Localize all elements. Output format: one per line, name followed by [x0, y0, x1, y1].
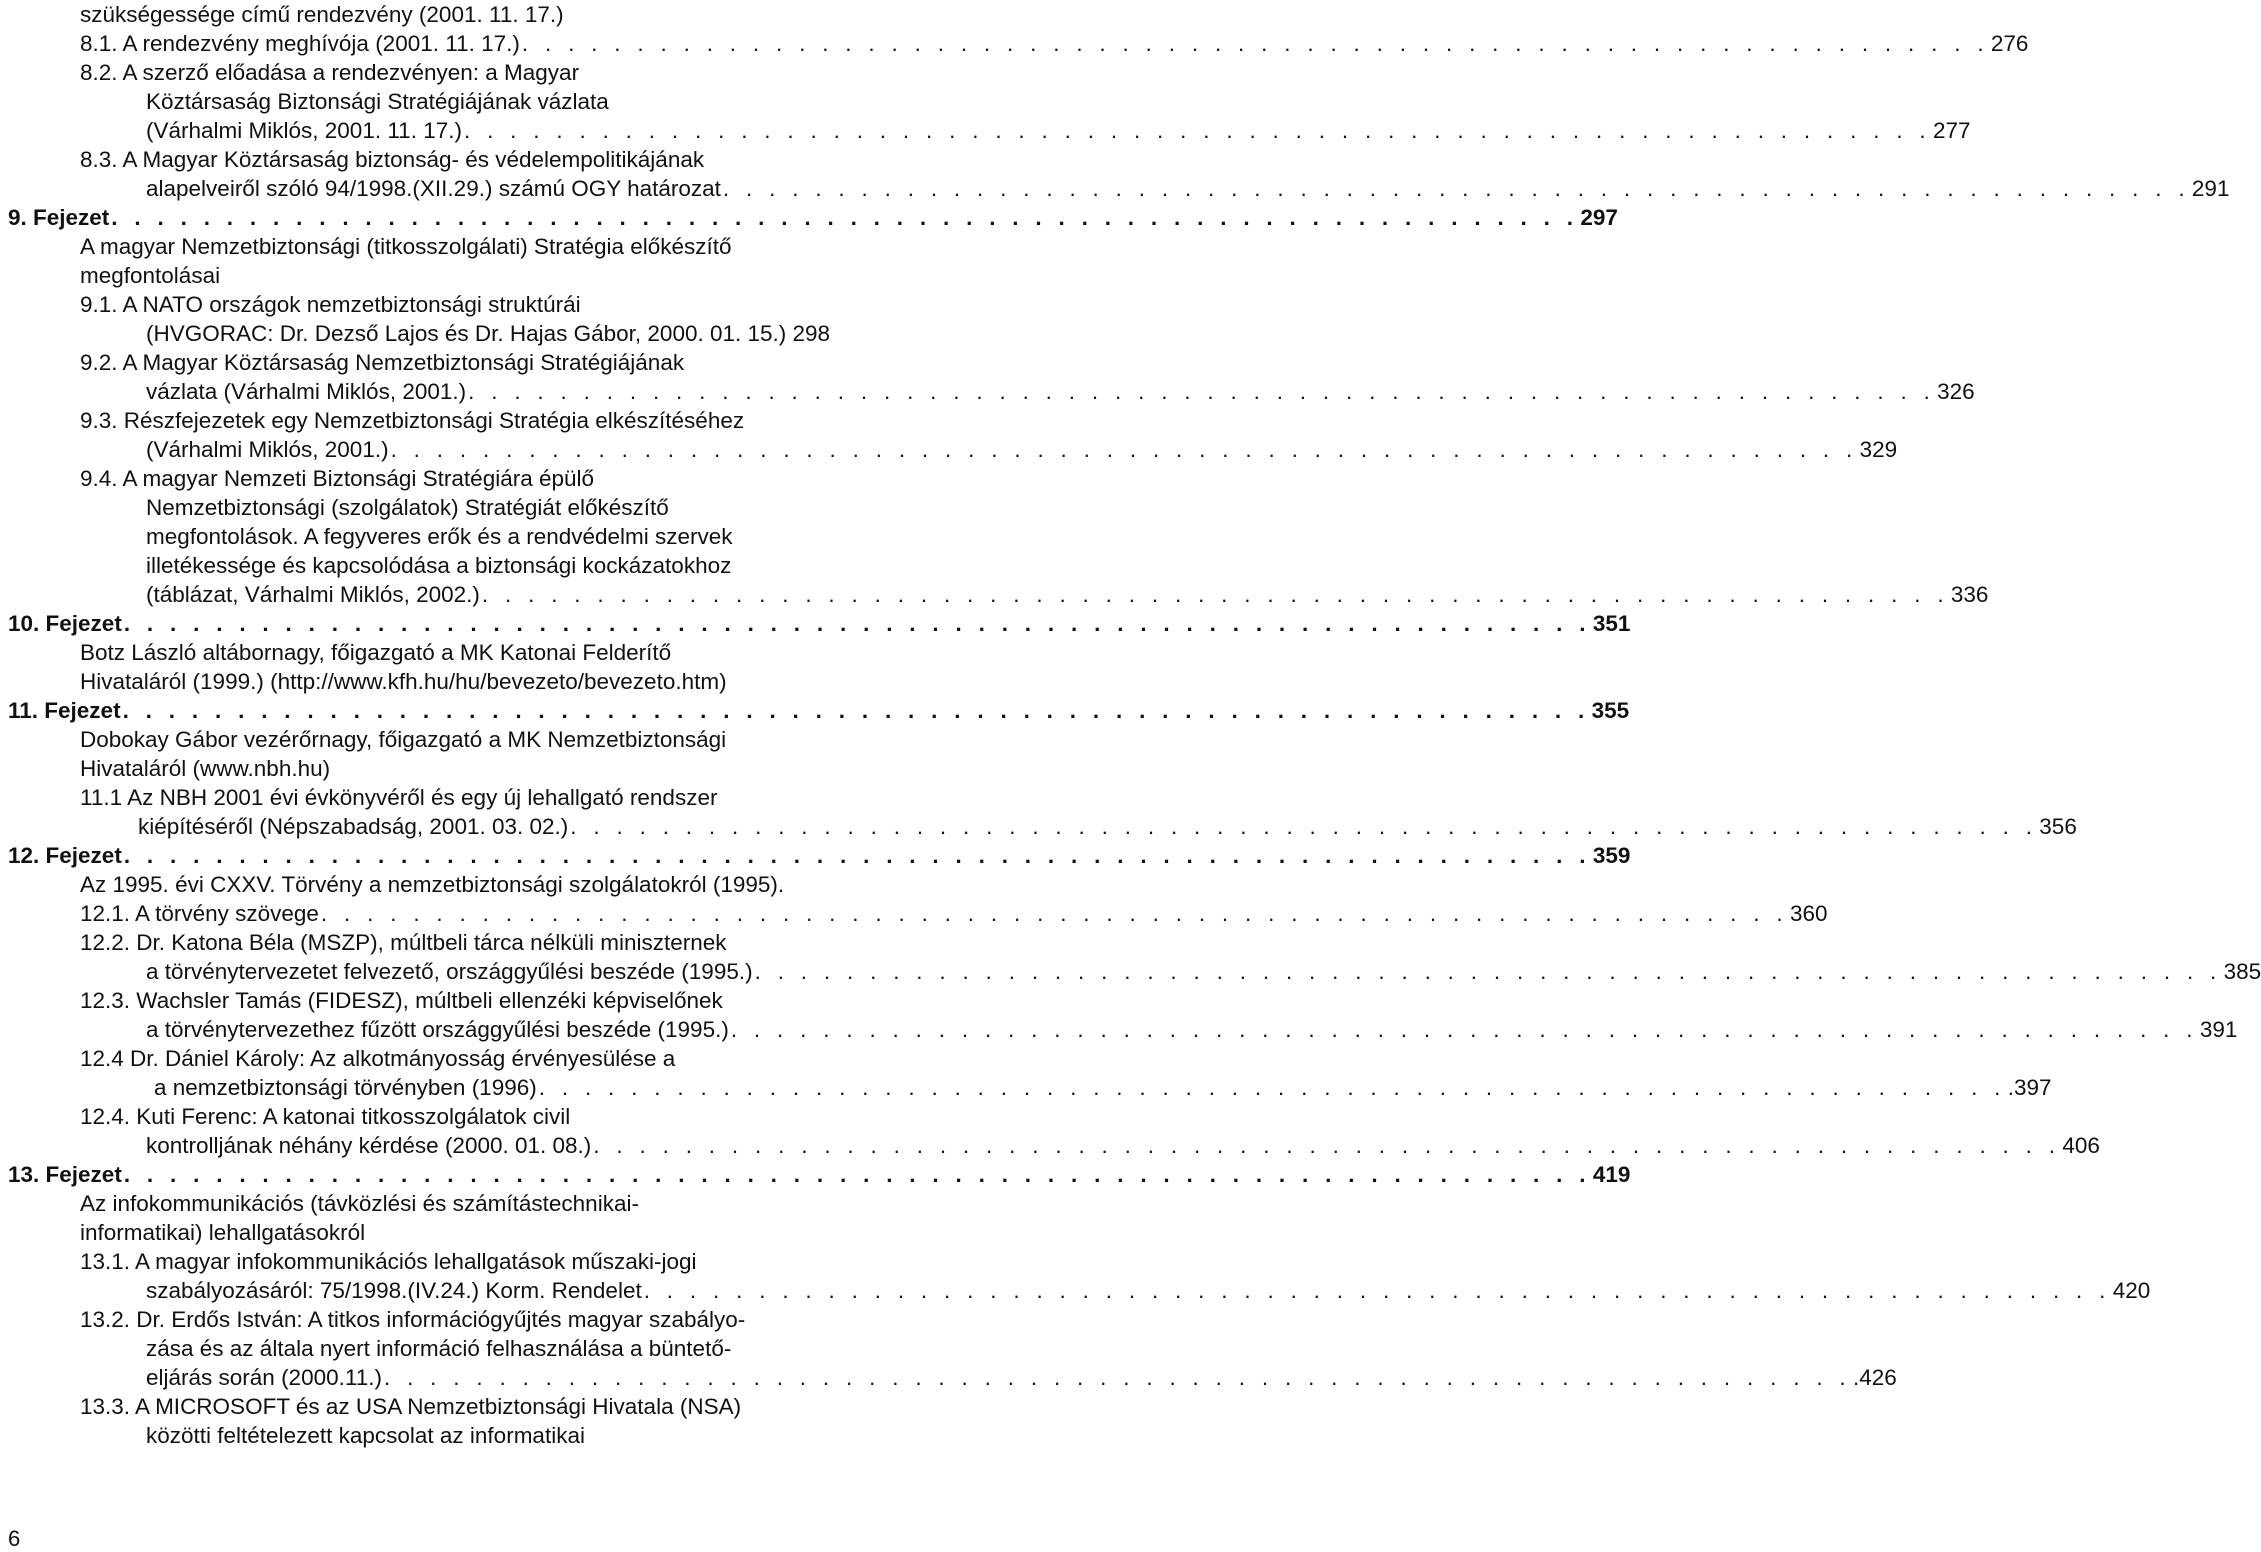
toc-line: 9.1. A NATO országok nemzetbiztonsági struktúrái	[80, 292, 581, 317]
toc-line: 13.2. Dr. Erdős István: A titkos információgyűjtés magyar szabályo-	[80, 1307, 746, 1332]
dot-leader: . . . . . . . . . . . . . . . . . . . . . . . . . . . . . . . . . . . . . . . . . . . . . . . . . . . . . . . . . . . . . . . .	[123, 1162, 1591, 1187]
toc-line: 12.3. Wachsler Tamás (FIDESZ), múltbeli ellenzéki képviselőnek	[80, 988, 723, 1013]
toc-entry-title: kontrolljának néhány kérdése (2000. 01. 08.)	[146, 1133, 592, 1158]
dot-leader: . . . . . . . . . . . . . . . . . . . . . . . . . . . . . . . . . . . . . . . . . . . . . . . . . . . . . . . . . . . . . . . .	[643, 1278, 2111, 1303]
toc-entry[interactable]	[146, 1131, 2100, 1160]
toc-entry[interactable]	[146, 1276, 2151, 1305]
toc-line: 12.4. Kuti Ferenc: A katonai titkosszolgálatok civil	[80, 1104, 571, 1129]
dot-leader: . . . . . . . . . . . . . . . . . . . . . . . . . . . . . . . . . . . . . . . . . . . . . . . . . . . . . . . . . . . . . . . .	[320, 901, 1788, 926]
toc-entry-page: 406	[2062, 1133, 2100, 1158]
toc-entry[interactable]	[138, 812, 2077, 841]
toc-entry-page: 329	[1859, 437, 1898, 462]
toc-entry-title: 8.1. A rendezvény meghívója (2001. 11. 17.)	[80, 31, 520, 56]
chapter-title: 10. Fejezet	[8, 611, 122, 636]
chapter-title: 11. Fejezet	[8, 698, 121, 723]
toc-entry-page: 420	[2112, 1278, 2151, 1303]
page-number: 6	[8, 1526, 21, 1551]
toc-entry-title: vázlata (Várhalmi Miklós, 2001.)	[146, 379, 467, 404]
toc-entry-page: 356	[2039, 814, 2077, 839]
toc-line: 12.2. Dr. Katona Béla (MSZP), múltbeli tárca nélküli miniszternek	[80, 930, 727, 955]
toc-entry-title: alapelveiről szóló 94/1998.(XII.29.) számú OGY határozat	[146, 176, 721, 201]
toc-entry-page: 336	[1950, 582, 1989, 607]
chapter-subtitle: Dobokay Gábor vezérőrnagy, főigazgató a MK Nemzetbiztonsági	[80, 727, 727, 752]
chapter-subtitle: Hivataláról (www.nbh.hu)	[80, 756, 331, 781]
toc-entry-title: a törvénytervezetet felvezető, országgyűlési beszéde (1995.)	[146, 959, 753, 984]
toc-entry-title: (Várhalmi Miklós, 2001.)	[146, 437, 389, 462]
toc-line: megfontolások. A fegyveres erők és a rendvédelmi szervek	[146, 524, 733, 549]
chapter-heading[interactable]	[8, 203, 1618, 232]
chapter-page: 419	[1592, 1162, 1631, 1187]
toc-line: 13.1. A magyar infokommunikációs lehallgatások műszaki-jogi	[80, 1249, 697, 1274]
dot-leader: . . . . . . . . . . . . . . . . . . . . . . . . . . . . . . . . . . . . . . . . . . . . . . . . . . . . . . . . . . . . . . . .	[123, 611, 1591, 636]
toc-line: zása és az általa nyert információ felhasználása a büntető-	[146, 1336, 732, 1361]
toc-entry-title: kiépítéséről (Népszabadság, 2001. 03. 02.)	[138, 814, 569, 839]
chapter-page: 359	[1592, 843, 1631, 868]
toc-entry[interactable]	[146, 1015, 2238, 1044]
chapter-subtitle: Botz László altábornagy, főigazgató a MK Katonai Felderítő	[80, 640, 672, 665]
chapter-heading[interactable]	[8, 609, 1631, 638]
dot-leader: . . . . . . . . . . . . . . . . . . . . . . . . . . . . . . . . . . . . . . . . . . . . . . . . . . . . . . . . . . . . . . . .	[390, 437, 1858, 462]
toc-line: illetékessége és kapcsolódása a biztonsági kockázatokhoz	[146, 553, 732, 578]
chapter-heading[interactable]	[8, 696, 1630, 725]
toc-line: 9.4. A magyar Nemzeti Biztonsági Stratégiára épülő	[80, 466, 595, 491]
chapter-subtitle: Az infokommunikációs (távközlési és számítástechnikai-	[80, 1191, 639, 1216]
dot-leader: . . . . . . . . . . . . . . . . . . . . . . . . . . . . . . . . . . . . . . . . . . . . . . . . . . . . . . . . . . . . . . . .	[570, 814, 2038, 839]
toc-entry[interactable]: (HVGORAC: Dr. Dezső Lajos és Dr. Hajas Gábor, 2000. 01. 15.) 298	[146, 321, 831, 346]
toc-entry-title: szabályozásáról: 75/1998.(IV.24.) Korm. Rendelet	[146, 1278, 642, 1303]
chapter-heading[interactable]	[8, 1160, 1631, 1189]
chapter-title: 12. Fejezet	[8, 843, 122, 868]
toc-entry-page: 391	[2199, 1017, 2238, 1042]
chapter-page: 297	[1580, 205, 1618, 230]
chapter-subtitle: megfontolásai	[80, 263, 221, 288]
toc-entry[interactable]	[80, 29, 2029, 58]
chapter-subtitle: Az 1995. évi CXXV. Törvény a nemzetbiztonsági szolgálatokról (1995).	[80, 872, 785, 897]
dot-leader: . . . . . . . . . . . . . . . . . . . . . . . . . . . . . . . . . . . . . . . . . . . . . . . . . . . . . . . . . . . . . . . .	[754, 959, 2222, 984]
toc-entry-page: 277	[1932, 118, 1971, 143]
dot-leader: . . . . . . . . . . . . . . . . . . . . . . . . . . . . . . . . . . . . . . . . . . . . . . . . . . . . . . . . . . . . . . . .	[730, 1017, 2198, 1042]
dot-leader: . . . . . . . . . . . . . . . . . . . . . . . . . . . . . . . . . . . . . . . . . . . . . . . . . . . . . . . . . . . . . . . .	[122, 698, 1590, 723]
dot-leader: . . . . . . . . . . . . . . . . . . . . . . . . . . . . . . . . . . . . . . . . . . . . . . . . . . . . . . . . . . . . . . . .	[123, 843, 1591, 868]
dot-leader: . . . . . . . . . . . . . . . . . . . . . . . . . . . . . . . . . . . . . . . . . . . . . . . . . . . . . . . . . . . . . . . .	[481, 582, 1949, 607]
dot-leader: . . . . . . . . . . . . . . . . . . . . . . . . . . . . . . . . . . . . . . . . . . . . . . . . . . . . . . . . . . . . . . . .	[593, 1133, 2061, 1158]
toc-entry-page: 360	[1789, 901, 1828, 926]
chapter-subtitle: A magyar Nemzetbiztonsági (titkosszolgálati) Stratégia előkészítő	[80, 234, 732, 259]
toc-entry[interactable]	[146, 116, 1971, 145]
chapter-heading[interactable]	[8, 841, 1631, 870]
toc-line: 9.2. A Magyar Köztársaság Nemzetbiztonsági Stratégiájának	[80, 350, 685, 375]
toc-line: 11.1 Az NBH 2001 évi évkönyvéről és egy új lehallgató rendszer	[80, 785, 718, 810]
toc-entry-title: 12.1. A törvény szövege	[80, 901, 319, 926]
dot-leader: . . . . . . . . . . . . . . . . . . . . . . . . . . . . . . . . . . . . . . . . . . . . . . . . . . . . . . . . . . . . . . . .	[111, 205, 1579, 230]
dot-leader: . . . . . . . . . . . . . . . . . . . . . . . . . . . . . . . . . . . . . . . . . . . . . . . . . . . . . . . . . . . . . . . .	[383, 1365, 1851, 1390]
toc-line: szükségessége című rendezvény (2001. 11. 17.)	[80, 2, 564, 27]
toc-entry[interactable]	[80, 899, 1828, 928]
toc-line: Köztársaság Biztonsági Stratégiájának vázlata	[146, 89, 609, 114]
chapter-title: 9. Fejezet	[8, 205, 110, 230]
chapter-subtitle: informatikai) lehallgatásokról	[80, 1220, 366, 1245]
toc-entry-title: a nemzetbiztonsági törvényben (1996)	[154, 1075, 537, 1100]
toc-entry-page: 291	[2191, 176, 2230, 201]
toc-entry-page: 385	[2223, 959, 2261, 984]
toc-entry[interactable]	[146, 435, 1898, 464]
toc-line: 9.3. Részfejezetek egy Nemzetbiztonsági Stratégia elkészítéséhez	[80, 408, 745, 433]
toc-line: 13.3. A MICROSOFT és az USA Nemzetbiztonsági Hivatala (NSA)	[80, 1394, 742, 1419]
toc-entry[interactable]	[146, 957, 2261, 986]
toc-entry[interactable]	[146, 377, 1975, 406]
chapter-title: 13. Fejezet	[8, 1162, 122, 1187]
toc-line: 12.4 Dr. Dániel Károly: Az alkotmányosság érvényesülése a	[80, 1046, 676, 1071]
dot-leader: . . . . . . . . . . . . . . . . . . . . . . . . . . . . . . . . . . . . . . . . . . . . . . . . . . . . . . . . . . . . . . . .	[468, 379, 1936, 404]
toc-entry[interactable]	[146, 174, 2230, 203]
toc-line: közötti feltételezett kapcsolat az informatikai	[146, 1423, 585, 1448]
toc-entry-title: a törvénytervezethez fűzött országgyűlési beszéde (1995.)	[146, 1017, 729, 1042]
toc-entry-page: .397	[2007, 1075, 2052, 1100]
toc-entry[interactable]	[146, 1363, 1897, 1392]
toc-entry[interactable]	[146, 580, 1989, 609]
toc-entry-page: 326	[1937, 379, 1975, 404]
dot-leader: . . . . . . . . . . . . . . . . . . . . . . . . . . . . . . . . . . . . . . . . . . . . . . . . . . . . . . . . . . . . . . . .	[722, 176, 2190, 201]
toc-line: 8.2. A szerző előadása a rendezvényen: a Magyar	[80, 60, 580, 85]
toc-entry-title: (Várhalmi Miklós, 2001. 11. 17.)	[146, 118, 462, 143]
chapter-page: 355	[1591, 698, 1630, 723]
toc-entry-page: .426	[1852, 1365, 1897, 1390]
toc-entry-title: (táblázat, Várhalmi Miklós, 2002.)	[146, 582, 480, 607]
toc-line: Nemzetbiztonsági (szolgálatok) Stratégiát előkészítő	[146, 495, 669, 520]
toc-entry[interactable]	[154, 1073, 2052, 1102]
toc-entry-title: eljárás során (2000.11.)	[146, 1365, 382, 1390]
chapter-subtitle: Hivataláról (1999.) (http://www.kfh.hu/hu/bevezeto/bevezeto.htm)	[80, 669, 727, 694]
toc-entry-page: 276	[1990, 31, 2029, 56]
chapter-page: 351	[1592, 611, 1631, 636]
toc-line: 8.3. A Magyar Köztársaság biztonság- és védelempolitikájának	[80, 147, 705, 172]
dot-leader: . . . . . . . . . . . . . . . . . . . . . . . . . . . . . . . . . . . . . . . . . . . . . . . . . . . . . . . . . . . . . . . .	[463, 118, 1931, 143]
dot-leader: . . . . . . . . . . . . . . . . . . . . . . . . . . . . . . . . . . . . . . . . . . . . . . . . . . . . . . . . . . . . . . . .	[521, 31, 1989, 56]
dot-leader: . . . . . . . . . . . . . . . . . . . . . . . . . . . . . . . . . . . . . . . . . . . . . . . . . . . . . . . . . . . . . . . .	[538, 1075, 2006, 1100]
